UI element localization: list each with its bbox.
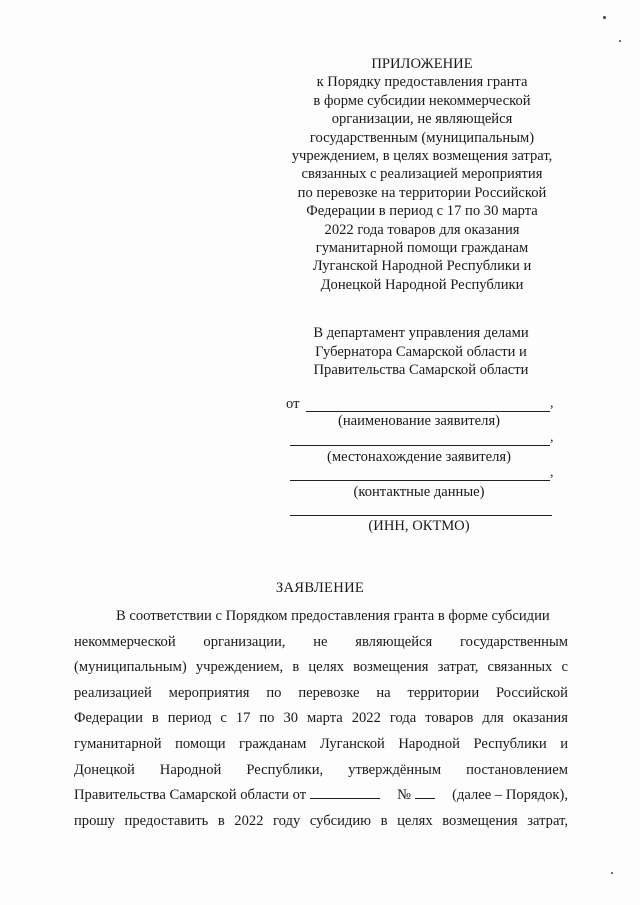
body-word: 30 bbox=[283, 710, 299, 727]
body-word: марта bbox=[306, 710, 343, 727]
body-word: 2022 bbox=[351, 710, 381, 727]
body-line bbox=[74, 809, 568, 835]
body-line bbox=[74, 706, 568, 732]
body-word: Федерации bbox=[74, 710, 143, 727]
appendix-line: к Порядку предоставления гранта bbox=[316, 74, 528, 91]
appendix-line: Федерации в период с 17 по 30 марта bbox=[306, 203, 538, 220]
applicant-inn-line[interactable] bbox=[290, 515, 552, 516]
body-word: в bbox=[380, 812, 388, 829]
body-word: Республики bbox=[473, 735, 547, 752]
body-line bbox=[74, 681, 568, 707]
body-word: целях bbox=[397, 812, 433, 829]
body-word: постановлением bbox=[466, 761, 568, 778]
applicant-fields bbox=[284, 398, 554, 538]
addressee-line: Правительства Самарской области bbox=[313, 362, 529, 379]
body-line bbox=[74, 604, 568, 630]
addressee-block bbox=[296, 324, 546, 380]
body-word: (далее – Порядок), bbox=[452, 787, 568, 804]
body-word: для bbox=[482, 710, 504, 727]
body-word: гражданам bbox=[239, 735, 307, 752]
body-word: Российской bbox=[496, 684, 568, 701]
scan-speck bbox=[611, 872, 613, 874]
body-line bbox=[74, 655, 568, 681]
body-word: затрат, bbox=[527, 812, 568, 829]
body-word: с bbox=[561, 659, 568, 676]
body-word: связанных bbox=[487, 659, 553, 676]
applicant-contacts-caption: (контактные данные) bbox=[353, 484, 485, 500]
applicant-location-caption: (местонахождение заявителя) bbox=[327, 449, 511, 465]
body-word: некоммерческой bbox=[74, 633, 176, 650]
body-word: затрат, bbox=[437, 659, 479, 676]
body-word: Народной bbox=[159, 761, 222, 778]
appendix-line: Луганской Народной Республики и bbox=[312, 258, 532, 275]
body-text bbox=[74, 783, 380, 809]
body-word: по bbox=[259, 710, 275, 727]
appendix-line: учреждением, в целях возмещения затрат, bbox=[291, 148, 553, 165]
body-word: территории bbox=[407, 684, 480, 701]
appendix-line: организации, не являющейся bbox=[331, 111, 513, 128]
applicant-location-line[interactable] bbox=[290, 445, 550, 446]
body-word: целях bbox=[308, 659, 344, 676]
body-word: не bbox=[313, 633, 328, 650]
body-word: Донецкой bbox=[74, 761, 135, 778]
body-word: оказания bbox=[512, 710, 568, 727]
body-word: утверждённым bbox=[348, 761, 442, 778]
body-line bbox=[74, 630, 568, 656]
number-blank[interactable] bbox=[415, 784, 435, 799]
body-word: по bbox=[266, 684, 282, 701]
addressee-line: В департамент управления делами bbox=[313, 325, 529, 341]
body-word: с bbox=[220, 710, 227, 727]
appendix-line: гуманитарной помощи гражданам bbox=[315, 240, 529, 257]
applicant-name-line[interactable] bbox=[306, 411, 550, 412]
body-word: учреждением, bbox=[195, 659, 284, 676]
body-word: в bbox=[217, 812, 225, 829]
appendix-line: ПРИЛОЖЕНИЕ bbox=[371, 56, 473, 72]
body-word: предоставить bbox=[124, 812, 209, 829]
appendix-line: государственным (муниципальным) bbox=[309, 129, 535, 146]
body-word: гуманитарной bbox=[74, 735, 162, 752]
body-word: период bbox=[167, 710, 212, 727]
body-word: в bbox=[292, 659, 300, 676]
body-word: возмещения bbox=[442, 812, 518, 829]
body-word: году bbox=[273, 812, 301, 829]
comma: , bbox=[550, 430, 554, 445]
body-word: товаров bbox=[425, 710, 474, 727]
body-word: года bbox=[389, 710, 417, 727]
body-word: являющейся bbox=[355, 633, 433, 650]
addressee-line: Губернатора Самарской области и bbox=[315, 343, 527, 360]
body-word: Республики, bbox=[246, 761, 324, 778]
appendix-line: в форме субсидии некоммерческой bbox=[313, 92, 531, 109]
body-word: Народной bbox=[398, 735, 460, 752]
body-word: № bbox=[397, 787, 412, 804]
body-word: мероприятия bbox=[168, 684, 250, 701]
appendix-line: по перевозке на территории Российской bbox=[297, 184, 547, 201]
body-word: (муниципальным) bbox=[74, 659, 187, 676]
body-word: перевозке bbox=[298, 684, 360, 701]
applicant-contacts-line[interactable] bbox=[290, 480, 550, 481]
scan-speck bbox=[603, 16, 606, 19]
body-word: возмещения bbox=[353, 659, 429, 676]
body-word: на bbox=[376, 684, 391, 701]
body-word: реализацией bbox=[74, 684, 152, 701]
body-word: 17 bbox=[235, 710, 251, 727]
body-text bbox=[397, 783, 435, 809]
body-word: Правительства Самарской области от bbox=[74, 787, 307, 804]
appendix-line: Донецкой Народной Республики bbox=[320, 276, 524, 293]
from-label: от bbox=[286, 396, 300, 412]
statement-body bbox=[74, 604, 568, 834]
body-line bbox=[74, 732, 568, 758]
body-word: организации, bbox=[203, 633, 286, 650]
body-word: 2022 bbox=[234, 812, 264, 829]
comma: , bbox=[550, 396, 554, 411]
date-blank[interactable] bbox=[310, 784, 380, 799]
comma: , bbox=[550, 465, 554, 480]
appendix-header bbox=[282, 55, 562, 294]
body-word: государственным bbox=[460, 633, 568, 650]
document-title: ЗАЯВЛЕНИЕ bbox=[275, 580, 365, 596]
applicant-name-caption: (наименование заявителя) bbox=[337, 413, 501, 429]
body-word: Луганской bbox=[319, 735, 385, 752]
body-word: в bbox=[151, 710, 159, 727]
appendix-line: связанных с реализацией мероприятия bbox=[301, 166, 543, 183]
applicant-inn-caption: (ИНН, ОКТМО) bbox=[368, 518, 470, 534]
body-word: субсидию bbox=[309, 812, 372, 829]
appendix-line: 2022 года товаров для оказания bbox=[324, 221, 520, 238]
body-word: и bbox=[560, 735, 568, 752]
body-text: В соответствии с Порядком предоставления гранта в форме субсидии bbox=[116, 608, 550, 624]
body-word: прошу bbox=[74, 812, 115, 829]
scan-speck bbox=[619, 40, 621, 42]
body-line bbox=[74, 758, 568, 784]
body-word: помощи bbox=[175, 735, 226, 752]
body-line bbox=[74, 783, 568, 809]
